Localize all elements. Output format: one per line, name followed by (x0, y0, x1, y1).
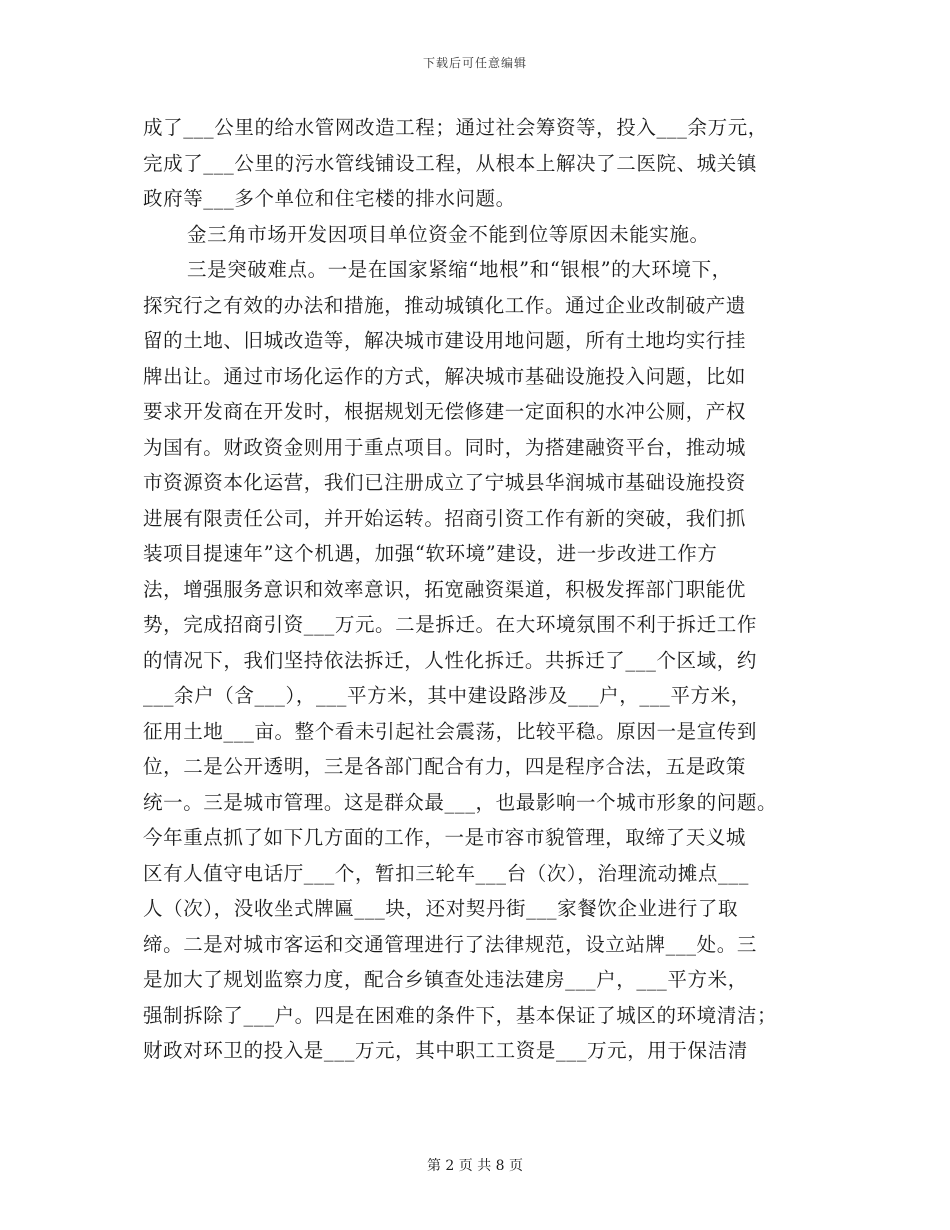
text-line: 留的土地、旧城改造等，解决城市建设用地问题，所有土地均实行挂 (143, 329, 747, 352)
text-line: 探究行之有效的办法和措施，推动城镇化工作。通过企业改制破产遗 (143, 293, 747, 317)
text-line: 征用土地___亩。整个看未引起社会震荡，比较平稳。原因一是宣传到 (143, 719, 757, 743)
text-line: 今年重点抓了如下几方面的工作，一是市容市貌管理，取缔了天义城 (143, 826, 747, 849)
paragraph-first-line: 三是突破难点。一是在国家紧缩“地根”和“银根”的大环境下， (187, 258, 732, 281)
text-line: 强制拆除了___户。四是在困难的条件下，基本保证了城区的环境清洁； (143, 1003, 778, 1027)
text-line: 的情况下，我们坚持依法拆迁，人性化拆迁。共拆迁了___个区域，约 (143, 648, 757, 672)
text-line: 市资源资本化运营，我们已注册成立了宁城县华润城市基础设施投资 (143, 471, 747, 494)
page-number-footer: 第 2 页 共 8 页 (426, 1158, 524, 1174)
text-line: 人（次），没收坐式牌匾___块，还对契丹街___家餐饮企业进行了取 (143, 897, 739, 920)
text-line: 是加大了规划监察力度，配合乡镇查处违法建房___户，___平方米， (143, 968, 748, 991)
text-line: ___余户（含___），___平方米，其中建设路涉及___户，___平方米， (143, 684, 751, 707)
text-line: 成了___公里的给水管网改造工程；通过社会筹资等，投入___余万元， (143, 116, 768, 139)
text-line: 进展有限责任公司，并开始运转。招商引资工作有新的突破，我们抓 (143, 506, 747, 530)
page-header: 下载后可任意编辑 (422, 56, 527, 70)
text-line: 完成了___公里的污水管线铺设工程，从根本上解决了二医院、城关镇 (143, 151, 757, 175)
text-line: 政府等___多个单位和住宅楼的排水问题。 (143, 187, 516, 210)
text-line: 牌出让。通过市场化运作的方式，解决城市基础设施投入问题，比如 (143, 364, 747, 388)
document-body (143, 110, 803, 1069)
text-line: 统一。三是城市管理。这是群众最___，也最影响一个城市形象的问题。 (143, 790, 778, 814)
text-line: 要求开发商在开发时，根据规划无偿修建一定面积的水冲公厕，产权 (143, 400, 747, 423)
text-line: 区有人值守电话厅___个，暂扣三轮车___台（次），治理流动摊点___ (143, 861, 750, 885)
text-line: 财政对环卫的投入是___万元，其中职工工资是___万元，用于保洁清 (143, 1039, 748, 1062)
text-line: 法，增强服务意识和效率意识，拓宽融资渠道，积极发挥部门职能优 (143, 577, 747, 601)
paragraph-first-line: 金三角市场开发因项目单位资金不能到位等原因未能实施。 (187, 222, 710, 246)
text-line: 势，完成招商引资___万元。二是拆迁。在大环境氛围不利于拆迁工作 (143, 613, 757, 636)
text-line: 缔。二是对城市客运和交通管理进行了法律规范，设立站牌___处。三 (143, 932, 757, 956)
text-line: 为国有。财政资金则用于重点项目。同时，为搭建融资平台，推动城 (143, 435, 747, 459)
text-line: 位，二是公开透明，三是各部门配合有力，四是程序合法，五是政策 (143, 755, 747, 778)
text-line: 装项目提速年”这个机遇，加强“软环境”建设，进一步改进工作方 (143, 542, 718, 565)
